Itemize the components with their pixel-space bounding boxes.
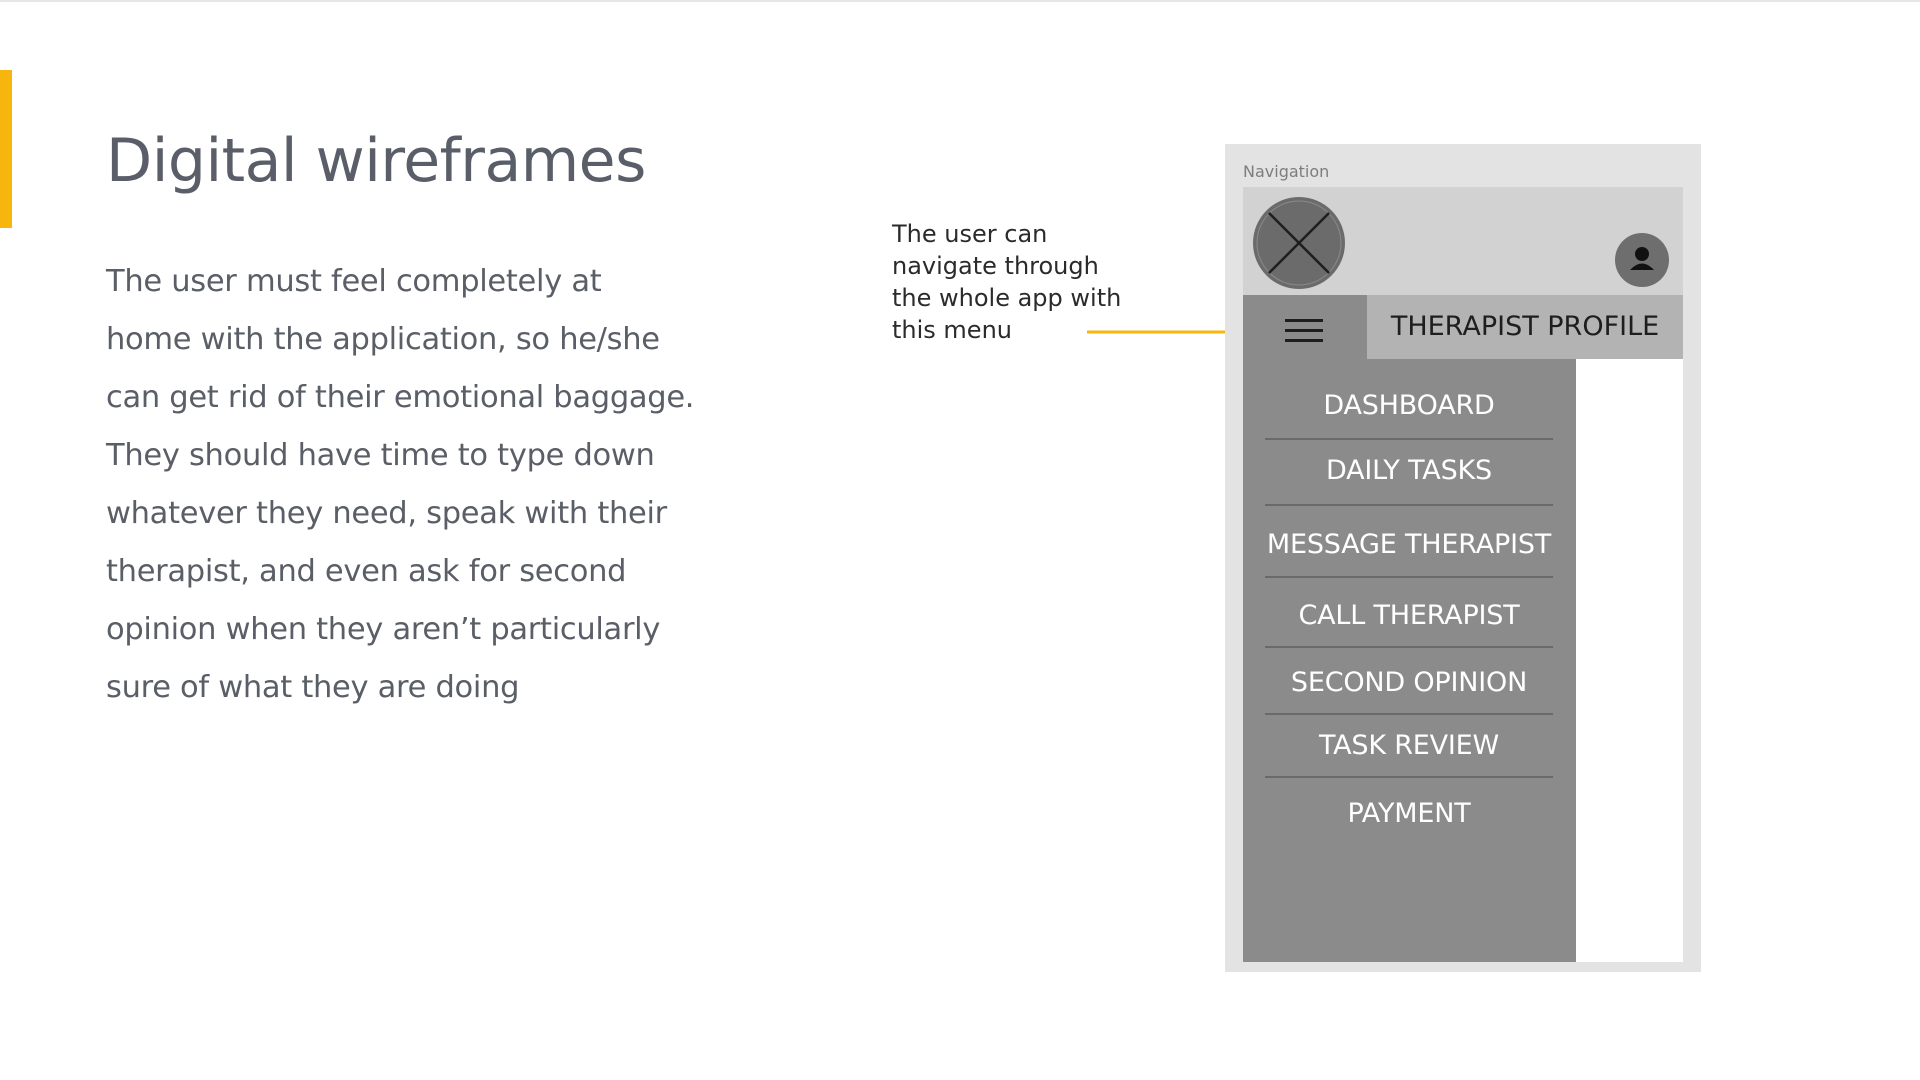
menu-divider [1265, 438, 1553, 440]
menu-item-task-review[interactable]: TASK REVIEW [1318, 730, 1500, 761]
header-title: THERAPIST PROFILE [1390, 311, 1660, 342]
menu-divider [1265, 713, 1553, 715]
wireframe-frame [1225, 144, 1701, 972]
menu-item-dashboard[interactable]: DASHBOARD [1323, 390, 1495, 421]
menu-divider [1265, 776, 1553, 778]
annotation-text: The user can navigate through the whole app with this menu [892, 220, 1122, 344]
menu-item-payment[interactable]: PAYMENT [1347, 798, 1471, 829]
avatar-button[interactable] [1615, 233, 1669, 287]
hamburger-menu-icon[interactable] [1285, 317, 1323, 345]
header-title-bar [1367, 295, 1683, 359]
side-menu-panel [1243, 295, 1576, 962]
menu-item-message-therapist[interactable]: MESSAGE THERAPIST [1266, 529, 1552, 560]
top-divider [0, 0, 1920, 2]
slide-body-text: The user must feel completely at home with the application, so he/she can get rid of their emotional baggage. They should have time to type down whatever they need, speak with their therapist, and even ask for second opinion when they aren’t particularly sure of what they are doing [106, 264, 695, 705]
placeholder-x-icon [1251, 195, 1347, 291]
menu-item-daily-tasks[interactable]: DAILY TASKS [1326, 455, 1492, 486]
slide-title: Digital wireframes [106, 126, 646, 196]
menu-divider [1265, 504, 1553, 506]
phone-screen [1243, 187, 1683, 962]
app-header [1243, 187, 1683, 295]
menu-item-second-opinion[interactable]: SECOND OPINION [1290, 667, 1528, 698]
wireframe-label: Navigation [1243, 162, 1330, 181]
accent-bar [0, 70, 12, 228]
user-icon [1615, 233, 1669, 287]
menu-divider [1265, 576, 1553, 578]
menu-divider [1265, 646, 1553, 648]
menu-item-call-therapist[interactable]: CALL THERAPIST [1298, 600, 1520, 631]
